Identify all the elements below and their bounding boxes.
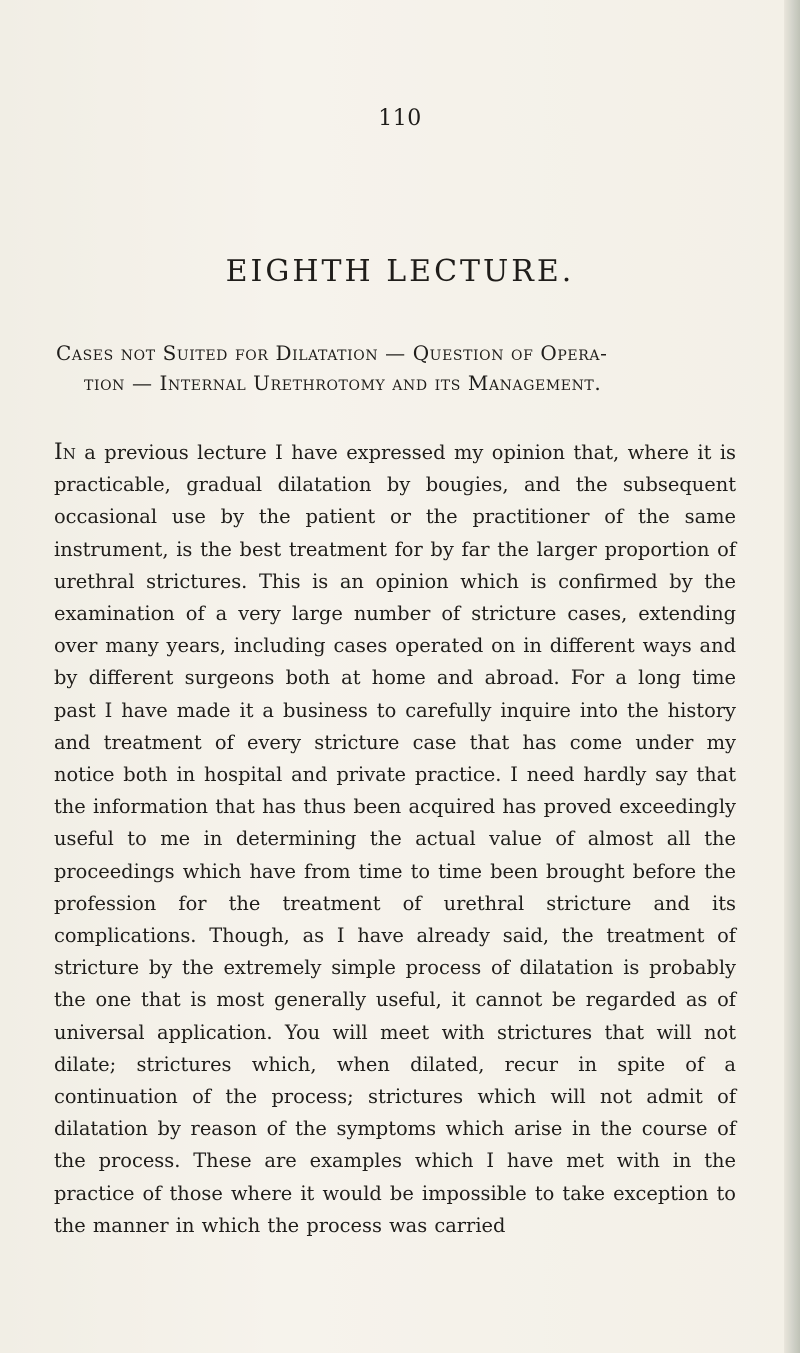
lecture-subtitle (56, 338, 716, 398)
body-paragraph (54, 437, 736, 1242)
lead-words: In (54, 440, 76, 465)
page-edge (784, 0, 800, 1353)
lecture-heading: EIGHTH LECTURE. (225, 254, 575, 289)
body-text: a previous lecture I have expressed my opinion that, where it is practicable, gradual dilatation by bougies, and the subsequent occasional use by the patient or the practitioner of the same instrument, is the best treatment for by far the larger proportion of urethral strictures. This is an opinion which is confirmed by the examination of a very large number of stricture cases, extending over many years, including cases operated on in different ways and by different surgeons both at home and abroad. For a long time past I have made it a business to carefully inquire into the history and treatment of every stricture case that has come under my notice both in hospital and private practice. I need hardly say that the information that has thus been acquired has proved exceedingly useful to me in determining the actual value of almost all the proceedings which have from time to time been brought before the profession for the treatment of urethral stricture and its complications. Though, as I have already said, the treatment of stricture by the extremely simple process of dilatation is probably the one that is most generally useful, it cannot be regarded as of universal application. You will meet with strictures that will not dilate; strictures which, when dilated, recur in spite of a continuation of the process; strictures which will not admit of dilatation by reason of the symptoms which arise in the course of the process. These are examples which I have met with in the practice of those where it would be impossible to take exception to the manner in which the process was carried (54, 441, 736, 1237)
page-number: 110 (378, 106, 422, 131)
subtitle-line-2: tion — Internal Urethrotomy and its Management. (84, 371, 602, 395)
subtitle-line-1: Cases not Suited for Dilatation — Question of Opera- (56, 341, 608, 365)
